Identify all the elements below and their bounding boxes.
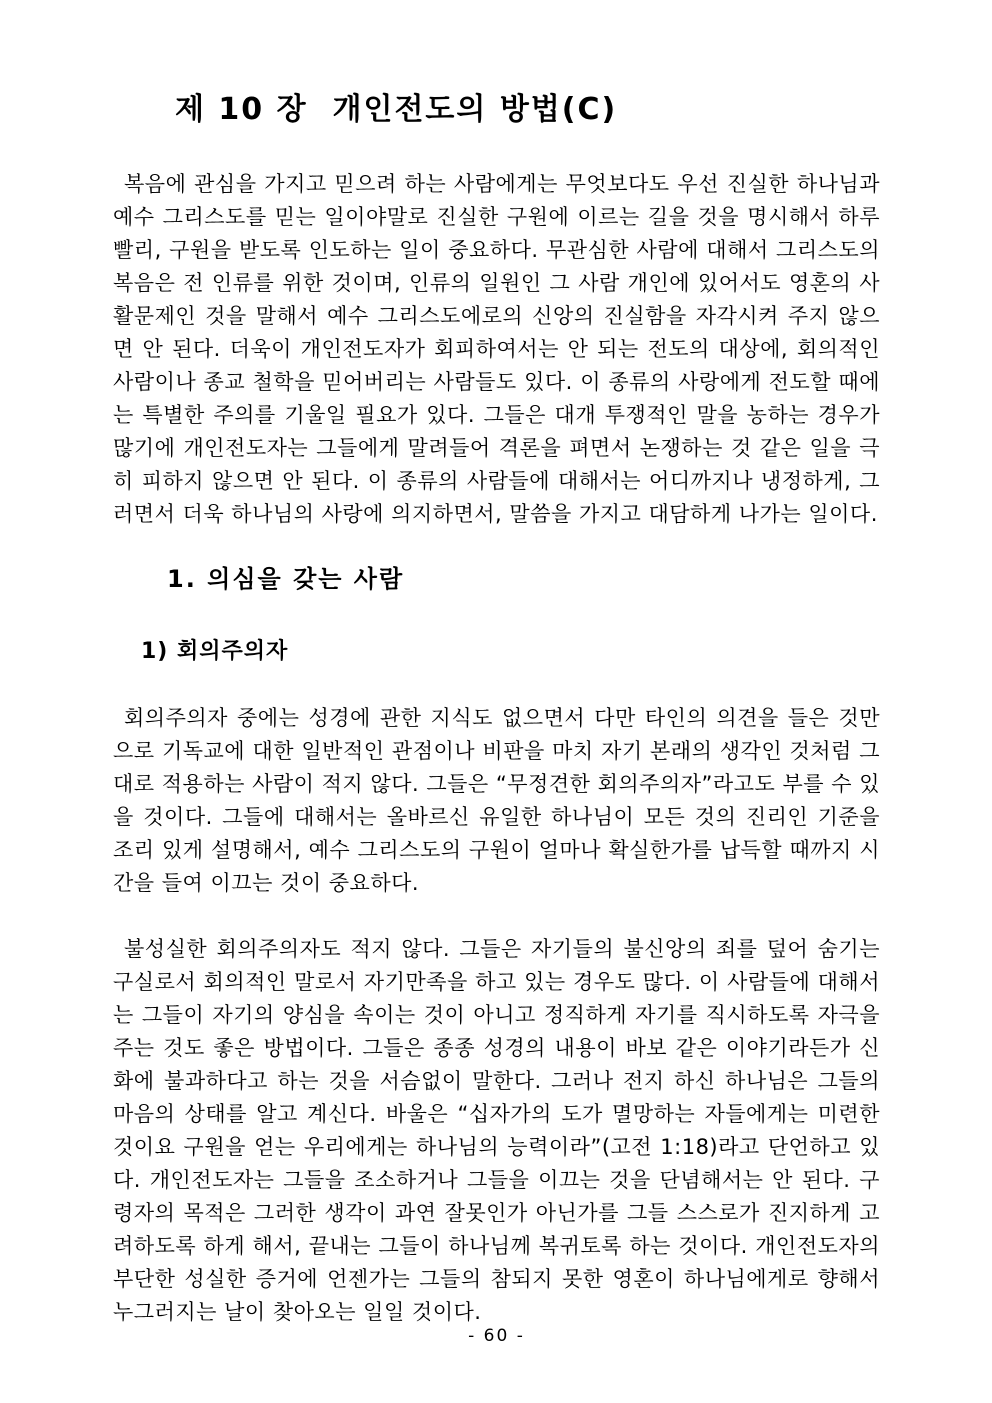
intro-paragraph: 복음에 관심을 가지고 믿으려 하는 사람에게는 무엇보다도 우선 진실한 하나님과 예수 그리스도를 믿는 일이야말로 진실한 구원에 이르는 길을 것을 명시해서 하루 빨리, 구원을 받도록 인도하는 일이 중요하다. 무관심한 사람에 대해서 그리스도의 복음은 전 인류를 위한 것이며, 인류의 일원인 그 사람 개인에 있어서도 영혼의 사활문제인 것을 말해서 예수 그리스도에로의 신앙의 진실함을 자각시켜 주지 않으면 안 된다. 더욱이 개인전도자가 회피하여서는 안 되는 전도의 대상에, 회의적인 사람이나 종교 철학을 믿어버리는 사람들도 있다. 이 종류의 사랑에게 전도할 때에는 특별한 주의를 기울일 필요가 있다. 그들은 대개 투쟁적인 말을 농하는 경우가 많기에 개인전도자는 그들에게 말려들어 격론을 펴면서 논쟁하는 것 같은 일을 극히 피하지 않으면 안 된다. 이 종류의 사람들에 대해서는 어디까지나 냉정하게, 그러면서 더욱 하나님의 사랑에 의지하면서, 말씀을 가지고 대담하게 나가는 일이다. [113, 172, 880, 526]
page-title: 제 10 장 개인전도의 방법(C) [175, 92, 618, 127]
section-1-heading: 1. 의심을 갖는 사람 [167, 565, 405, 593]
subsection-1-paragraph-1: 회의주의자 중에는 성경에 관한 지식도 없으면서 다만 타인의 의견을 들은 것만으로 기독교에 대한 일반적인 관점이나 비판을 마치 자기 본래의 생각인 것처럼 그대로 적용하는 사람이 적지 않다. 그들은 “무정견한 회의주의자”라고도 부를 수 있을 것이다. 그들에 대해서는 올바르신 유일한 하나님이 모든 것의 진리인 기준을 조리 있게 설명해서, 예수 그리스도의 구원이 얼마나 확실한가를 납득할 때까지 시간을 들여 이끄는 것이 중요하다. [113, 706, 880, 895]
subsection-1-paragraph-2: 불성실한 회의주의자도 적지 않다. 그들은 자기들의 불신앙의 죄를 덮어 숨기는 구실로서 회의적인 말로서 자기만족을 하고 있는 경우도 많다. 이 사람들에 대해서는 그들이 자기의 양심을 속이는 것이 아니고 정직하게 자기를 직시하도록 자극을 주는 것도 좋은 방법이다. 그들은 종종 성경의 내용이 바보 같은 이야기라든가 신화에 불과하다고 하는 것을 서슴없이 말한다. 그러나 전지 하신 하나님은 그들의 마음의 상태를 알고 계신다. 바울은 “십자가의 도가 멸망하는 자들에게는 미련한 것이요 구원을 얻는 우리에게는 하나님의 능력이라”(고전 1:18)라고 단언하고 있다. 개인전도자는 그들을 조소하거나 그들을 이끄는 것을 단념해서는 안 된다. 구령자의 목적은 그러한 생각이 과연 잘못인가 아닌가를 그들 스스로가 진지하게 고려하도록 하게 해서, 끝내는 그들이 하나님께 복귀토록 하는 것이다. 개인전도자의 부단한 성실한 증거에 언젠가는 그들의 참되지 못한 영혼이 하나님에게로 향해서 누그러지는 날이 찾아오는 일일 것이다. [113, 937, 880, 1324]
subsection-1-heading: 1) 회의주의자 [141, 639, 289, 664]
page-number: - 60 - [468, 1326, 525, 1346]
